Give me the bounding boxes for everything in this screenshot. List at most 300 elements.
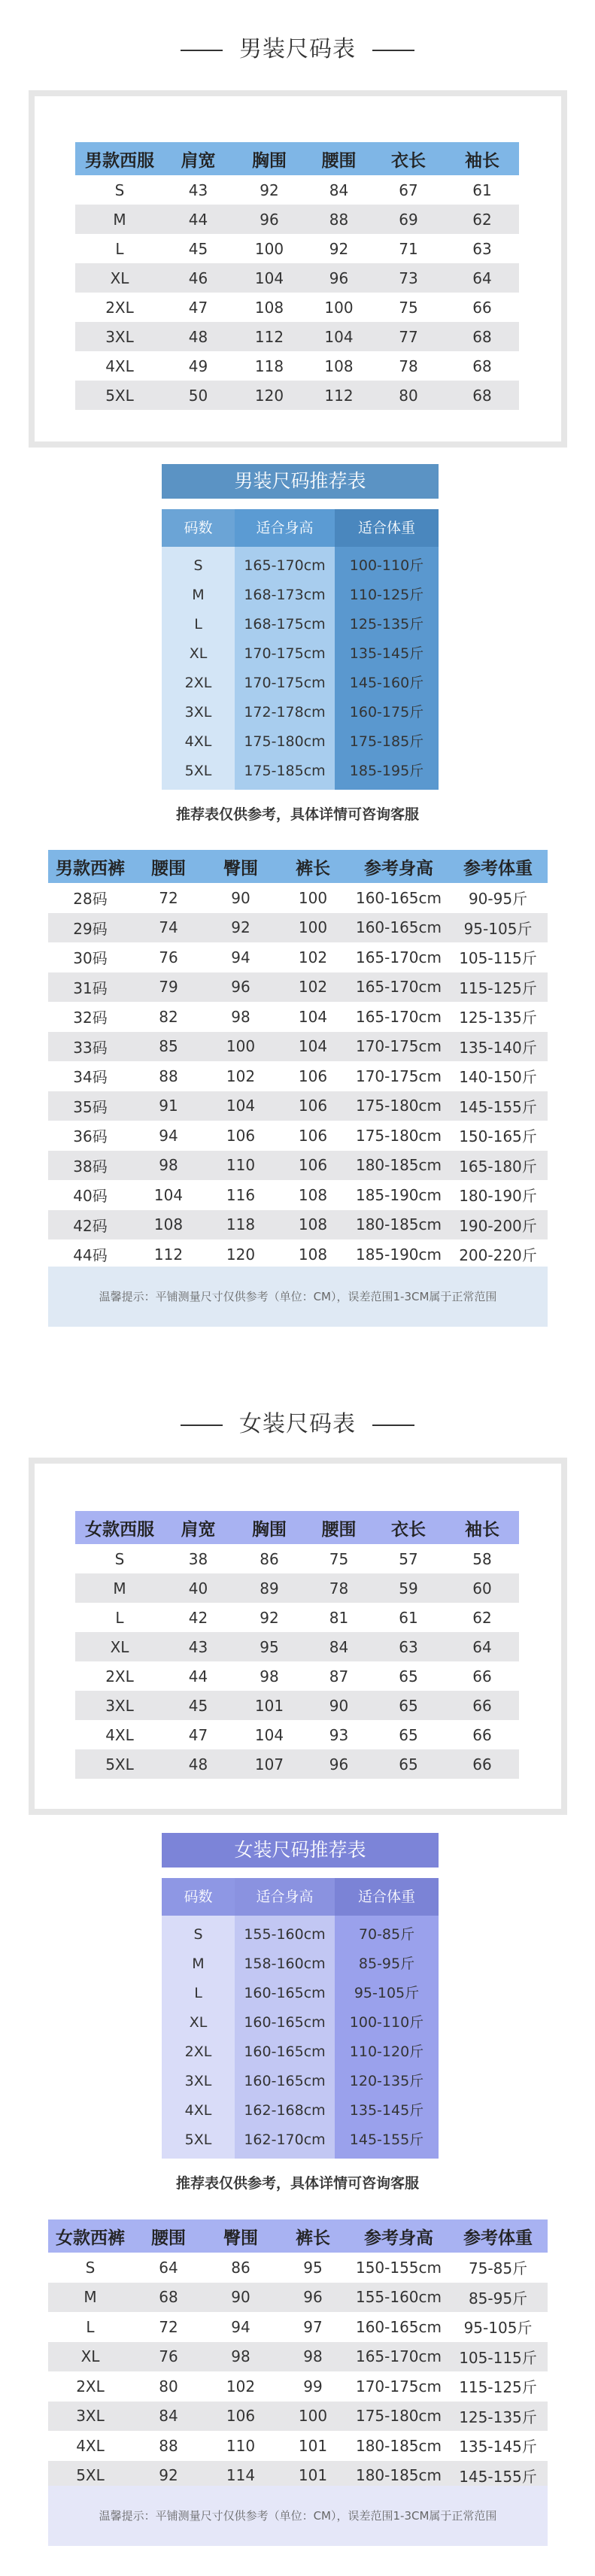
table-cell: 115-125斤 [459, 2378, 537, 2397]
table-cell: 185-190cm [355, 1245, 442, 1264]
table-cell: 4XL [76, 2436, 105, 2455]
table-row [48, 1151, 548, 1181]
recommend-cell: XL [189, 2014, 208, 2031]
table-cell: 175-180cm [355, 1126, 442, 1145]
column-header: 腰围 [321, 1519, 357, 1540]
women-pants-table [48, 2219, 548, 2490]
women-section-title: 女装尺码表 [0, 1405, 595, 1438]
table-cell: 63 [472, 239, 492, 258]
table-row [75, 1573, 519, 1603]
table-cell: 106 [298, 1067, 328, 1085]
table-cell: 67 [399, 181, 418, 199]
table-cell: 175-180cm [355, 2407, 442, 2426]
table-cell: 175-180cm [355, 1097, 442, 1115]
table-cell: 94 [231, 948, 250, 966]
table-cell: 98 [231, 1007, 250, 1026]
men-section-title: 男装尺码表 [0, 30, 595, 63]
table-header-row [48, 850, 548, 883]
recommend-cell: S [193, 557, 203, 574]
table-row [75, 1603, 519, 1632]
table-cell: 59 [399, 1579, 418, 1597]
recommend-column-header: 适合体重 [335, 509, 439, 547]
table-cell: 2XL [105, 298, 134, 317]
table-cell: 98 [231, 2347, 250, 2366]
table-cell: 95 [260, 1637, 279, 1656]
table-row [48, 2431, 548, 2461]
table-cell: 155-160cm [355, 2288, 442, 2307]
recommend-cell: 4XL [184, 2102, 212, 2119]
table-cell: 92 [260, 1608, 279, 1627]
table-cell: 3XL [105, 1696, 134, 1715]
table-cell: 106 [298, 1126, 328, 1145]
table-cell: 100 [324, 298, 354, 317]
table-cell: 62 [472, 1608, 492, 1627]
table-cell: 45 [188, 239, 208, 258]
table-cell: 180-185cm [355, 1156, 442, 1175]
recommend-cell: 168-173cm [244, 587, 326, 603]
table-cell: 48 [188, 1755, 208, 1773]
recommend-cell: 160-165cm [244, 2014, 326, 2031]
table-row [48, 1002, 548, 1032]
table-cell: 165-170cm [355, 978, 442, 997]
table-cell: L [115, 1608, 124, 1627]
table-cell: 94 [231, 2317, 250, 2336]
table-cell: 2XL [76, 2377, 105, 2395]
table-cell: 101 [298, 2436, 328, 2455]
table-row [48, 1061, 548, 1091]
table-cell: 5XL [76, 2466, 105, 2485]
recommend-cell: 160-175斤 [349, 704, 424, 721]
table-cell: 112 [254, 327, 284, 346]
men-recommend-title: 男装尺码推荐表 [162, 464, 439, 499]
table-cell: 108 [298, 1185, 328, 1204]
table-header-row [75, 1511, 519, 1544]
table-cell: 95-105斤 [463, 919, 533, 938]
table-cell: 99 [303, 2377, 323, 2395]
table-cell: 74 [159, 918, 178, 937]
table-cell: 30码 [73, 949, 108, 968]
table-cell: 90 [329, 1696, 349, 1715]
table-cell: 90 [231, 888, 250, 907]
table-cell: 38 [188, 1549, 208, 1568]
table-cell: 165-170cm [355, 2347, 442, 2366]
table-cell: 88 [159, 2436, 178, 2455]
recommend-cell: L [194, 1985, 202, 2001]
table-cell: 101 [254, 1696, 284, 1715]
table-cell: 170-175cm [355, 1067, 442, 1085]
table-cell: 32码 [73, 1009, 108, 1027]
column-header: 女款西裤 [56, 2228, 125, 2248]
table-cell: 84 [159, 2407, 178, 2426]
table-cell: 110 [226, 1156, 256, 1175]
table-cell: XL [110, 1637, 129, 1656]
recommend-cell: 3XL [184, 704, 212, 721]
recommend-cell: 160-165cm [244, 1985, 326, 2001]
recommend-cell: 125-135斤 [349, 616, 424, 633]
recommend-cell: 160-165cm [244, 2044, 326, 2060]
table-cell: XL [80, 2347, 100, 2366]
table-row [48, 1239, 548, 1270]
table-cell: 106 [298, 1097, 328, 1115]
table-cell: 101 [298, 2466, 328, 2485]
table-cell: 31码 [73, 979, 108, 997]
table-cell: 3XL [76, 2407, 105, 2426]
column-header: 袖长 [465, 1519, 499, 1540]
column-header: 参考体重 [463, 2228, 533, 2248]
table-cell: 165-170cm [355, 1007, 442, 1026]
column-header: 腰围 [151, 2228, 186, 2248]
table-row [48, 2342, 548, 2372]
table-cell: 115-125斤 [459, 979, 537, 997]
table-cell: 3XL [105, 327, 134, 346]
recommend-cell: 158-160cm [244, 1956, 326, 1972]
table-cell: 66 [472, 1696, 492, 1715]
recommend-cell: 170-175cm [244, 675, 326, 691]
table-cell: 36码 [73, 1127, 108, 1146]
recommend-column-header: 适合身高 [235, 1878, 335, 1916]
table-cell: 75 [399, 298, 418, 317]
table-cell: 42码 [73, 1216, 108, 1235]
women-jacket-table [75, 1511, 519, 1779]
table-cell: 88 [329, 210, 349, 229]
table-cell: 81 [329, 1608, 349, 1627]
table-cell: 150-155cm [355, 2258, 442, 2277]
recommend-cell: 175-180cm [244, 733, 326, 750]
recommend-cell: 168-175cm [244, 616, 326, 633]
recommend-cell: 185-195斤 [349, 763, 424, 779]
table-cell: L [115, 239, 124, 258]
table-cell: 98 [260, 1667, 279, 1685]
table-cell: 98 [159, 1156, 178, 1175]
table-cell: 57 [399, 1549, 418, 1568]
table-cell: 71 [399, 239, 418, 258]
table-cell: 40 [188, 1579, 208, 1597]
table-cell: XL [110, 269, 129, 287]
table-cell: M [113, 210, 126, 229]
table-cell: 76 [159, 948, 178, 966]
table-cell: 106 [226, 2407, 256, 2426]
title-dash-left [181, 1425, 223, 1426]
recommend-cell: 165-170cm [244, 557, 326, 574]
table-cell: 90 [231, 2288, 250, 2307]
table-cell: 84 [329, 1637, 349, 1656]
table-row [75, 175, 519, 205]
table-cell: 110 [226, 2436, 256, 2455]
table-cell: 118 [254, 357, 284, 375]
recommend-column-header: 码数 [162, 509, 235, 547]
table-cell: 112 [324, 386, 354, 405]
table-row [75, 351, 519, 381]
table-cell: 78 [329, 1579, 349, 1597]
table-row [75, 234, 519, 263]
recommend-cell: 135-145斤 [349, 645, 424, 662]
recommend-cell: M [192, 1956, 205, 1972]
table-cell: 106 [226, 1126, 256, 1145]
table-cell: 86 [231, 2258, 250, 2277]
table-cell: S [114, 1549, 125, 1568]
men-tip: 温馨提示：平铺测量尺寸仅供参考（单位：CM），误差范围1-3CM属于正常范围 [48, 1267, 548, 1327]
table-row [48, 1180, 548, 1210]
table-cell: 64 [472, 1637, 492, 1656]
table-row [75, 1544, 519, 1573]
table-cell: 68 [472, 327, 492, 346]
recommend-column [335, 1878, 439, 2159]
table-cell: 118 [226, 1215, 256, 1234]
table-cell: 40码 [73, 1187, 108, 1206]
table-cell: 50 [188, 386, 208, 405]
table-cell: 65 [399, 1667, 418, 1685]
table-cell: 43 [188, 1637, 208, 1656]
table-row [75, 322, 519, 351]
recommend-cell: 175-185斤 [349, 733, 424, 750]
table-cell: 85-95斤 [468, 2289, 528, 2307]
table-cell: 64 [472, 269, 492, 287]
table-cell: 180-185cm [355, 2466, 442, 2485]
recommend-cell: 95-105斤 [354, 1985, 420, 2001]
column-header: 臀围 [223, 858, 258, 878]
table-cell: 125-135斤 [459, 2408, 537, 2426]
recommend-cell: 172-178cm [244, 704, 326, 721]
recommend-cell: S [193, 1926, 203, 1943]
recommend-cell: 110-120斤 [349, 2044, 424, 2060]
table-cell: 108 [153, 1215, 184, 1234]
table-cell: 38码 [73, 1157, 108, 1176]
table-cell: 98 [303, 2347, 323, 2366]
table-cell: 150-165斤 [459, 1127, 537, 1146]
table-cell: 84 [329, 181, 349, 199]
table-cell: 180-185cm [355, 1215, 442, 1234]
table-cell: 180-190斤 [459, 1187, 537, 1206]
table-cell: 47 [188, 1725, 208, 1744]
men-jacket-table [75, 142, 519, 410]
recommend-cell: 162-168cm [244, 2102, 326, 2119]
table-cell: 66 [472, 1725, 492, 1744]
recommend-cell: M [192, 587, 205, 603]
table-header-row [75, 142, 519, 175]
table-cell: 104 [298, 1007, 328, 1026]
table-cell: 87 [329, 1667, 349, 1685]
table-cell: 64 [159, 2258, 178, 2277]
recommend-column [235, 509, 335, 790]
recommend-cell: 5XL [184, 2131, 212, 2148]
recommend-cell: 160-165cm [244, 2073, 326, 2089]
table-cell: 4XL [105, 357, 134, 375]
table-cell: 170-175cm [355, 2377, 442, 2395]
table-row [75, 293, 519, 322]
table-cell: 106 [298, 1156, 328, 1175]
table-cell: 82 [159, 1007, 178, 1026]
table-cell: S [85, 2258, 96, 2277]
table-cell: 96 [329, 1755, 349, 1773]
recommend-cell: XL [189, 645, 208, 662]
table-cell: 89 [260, 1579, 279, 1597]
table-row [48, 2402, 548, 2432]
table-cell: 5XL [105, 386, 134, 405]
men-pants-table [48, 850, 548, 1270]
table-cell: 63 [399, 1637, 418, 1656]
men-recommend-note: 推荐表仅供参考，具体详情可咨询客服 [175, 806, 419, 823]
recommend-cell: 2XL [184, 675, 212, 691]
table-cell: 47 [188, 298, 208, 317]
table-cell: 35码 [73, 1097, 108, 1116]
table-cell: 102 [298, 978, 328, 997]
recommend-column [235, 1878, 335, 2159]
table-cell: 4XL [105, 1725, 134, 1744]
table-cell: 61 [472, 181, 492, 199]
table-row [48, 2312, 548, 2342]
table-cell: 2XL [105, 1667, 134, 1685]
column-header: 参考身高 [364, 2228, 433, 2248]
recommend-cell: 5XL [184, 763, 212, 779]
title-dash-left [181, 50, 223, 51]
column-header: 裤长 [296, 858, 330, 878]
table-row [48, 2253, 548, 2283]
table-cell: 112 [153, 1245, 184, 1264]
table-cell: 145-155斤 [459, 1097, 537, 1116]
table-cell: 170-175cm [355, 1037, 442, 1056]
table-cell: 73 [399, 269, 418, 287]
table-cell: 66 [472, 1755, 492, 1773]
table-cell: 91 [159, 1097, 178, 1115]
recommend-cell: 3XL [184, 2073, 212, 2089]
title-dash-right [372, 1425, 414, 1426]
table-cell: 165-180斤 [459, 1157, 537, 1176]
column-header: 男款西服 [85, 150, 154, 171]
table-row [75, 205, 519, 234]
table-header-row [48, 2219, 548, 2253]
table-cell: 92 [159, 2466, 178, 2485]
table-row [48, 883, 548, 913]
column-header: 肩宽 [181, 1519, 216, 1540]
table-row [48, 972, 548, 1003]
recommend-column [335, 509, 439, 790]
table-cell: 65 [399, 1755, 418, 1773]
table-cell: 44码 [73, 1246, 108, 1265]
table-cell: 160-165cm [355, 2317, 442, 2336]
table-row [48, 942, 548, 972]
table-cell: M [113, 1579, 126, 1597]
men-recommend-table [162, 509, 439, 790]
recommend-column-header: 适合体重 [335, 1878, 439, 1916]
table-cell: 135-145斤 [459, 2438, 537, 2456]
table-cell: 105-115斤 [459, 2348, 537, 2367]
table-cell: 108 [298, 1245, 328, 1264]
table-cell: 104 [226, 1097, 256, 1115]
table-cell: 45 [188, 1696, 208, 1715]
recommend-column [162, 509, 235, 790]
table-cell: 96 [231, 978, 250, 997]
table-cell: 33码 [73, 1038, 108, 1057]
table-cell: 88 [159, 1067, 178, 1085]
column-header: 腰围 [151, 858, 186, 878]
table-cell: 77 [399, 327, 418, 346]
recommend-cell: 145-155斤 [349, 2131, 424, 2148]
recommend-cell: 170-175cm [244, 645, 326, 662]
recommend-cell: 135-145斤 [349, 2102, 424, 2119]
column-header: 肩宽 [181, 150, 216, 171]
table-row [48, 913, 548, 943]
table-cell: 200-220斤 [459, 1246, 537, 1265]
recommend-cell: 100-110斤 [349, 2014, 424, 2031]
table-row [75, 381, 519, 410]
table-cell: 66 [472, 1667, 492, 1685]
table-cell: 96 [260, 210, 279, 229]
table-cell: 66 [472, 298, 492, 317]
table-cell: 85 [159, 1037, 178, 1056]
table-row [75, 1632, 519, 1661]
table-cell: 29码 [73, 919, 108, 938]
recommend-cell: L [194, 616, 202, 633]
title-dash-right [372, 50, 414, 51]
table-cell: 28码 [73, 890, 108, 909]
table-cell: 92 [260, 181, 279, 199]
table-cell: L [86, 2317, 95, 2336]
table-row [75, 1749, 519, 1779]
column-header: 参考身高 [364, 858, 433, 878]
table-cell: 75 [329, 1549, 349, 1568]
table-row [75, 1720, 519, 1749]
table-cell: 95 [303, 2258, 323, 2277]
column-header: 胸围 [252, 150, 287, 171]
table-cell: 100 [298, 2407, 328, 2426]
column-header: 臀围 [223, 2228, 258, 2248]
table-cell: 104 [324, 327, 354, 346]
table-cell: 44 [188, 210, 208, 229]
recommend-cell: 2XL [184, 2044, 212, 2060]
column-header: 衣长 [391, 150, 426, 171]
table-cell: 135-140斤 [459, 1038, 537, 1057]
table-cell: 65 [399, 1696, 418, 1715]
recommend-cell: 175-185cm [244, 763, 326, 779]
table-cell: 75-85斤 [468, 2259, 528, 2278]
table-cell: 48 [188, 327, 208, 346]
table-cell: 65 [399, 1725, 418, 1744]
table-cell: 61 [399, 1608, 418, 1627]
table-cell: 80 [399, 386, 418, 405]
table-cell: 34码 [73, 1068, 108, 1087]
recommend-cell: 145-160斤 [349, 675, 424, 691]
table-cell: 100 [254, 239, 284, 258]
table-cell: 92 [329, 239, 349, 258]
table-row [48, 2283, 548, 2313]
table-cell: 100 [298, 918, 328, 937]
table-cell: 125-135斤 [459, 1009, 537, 1027]
women-recommend-table [162, 1878, 439, 2159]
table-row [48, 1210, 548, 1240]
table-cell: 96 [329, 269, 349, 287]
recommend-cell: 4XL [184, 733, 212, 750]
table-cell: 62 [472, 210, 492, 229]
table-row [75, 1661, 519, 1691]
table-cell: 86 [260, 1549, 279, 1568]
table-row [48, 1091, 548, 1121]
table-cell: 93 [329, 1725, 349, 1744]
table-cell: 104 [298, 1037, 328, 1056]
table-cell: 95-105斤 [463, 2319, 533, 2338]
recommend-cell: 100-110斤 [349, 557, 424, 574]
table-cell: 102 [298, 948, 328, 966]
table-cell: 46 [188, 269, 208, 287]
table-cell: 96 [303, 2288, 323, 2307]
recommend-column-header: 适合身高 [235, 509, 335, 547]
column-header: 衣长 [391, 1519, 426, 1540]
table-cell: 44 [188, 1667, 208, 1685]
table-cell: 68 [472, 386, 492, 405]
table-cell: 145-155斤 [459, 2467, 537, 2486]
table-cell: 68 [472, 357, 492, 375]
table-cell: 104 [254, 1725, 284, 1744]
women-recommend-note: 推荐表仅供参考，具体详情可咨询客服 [175, 2175, 419, 2192]
